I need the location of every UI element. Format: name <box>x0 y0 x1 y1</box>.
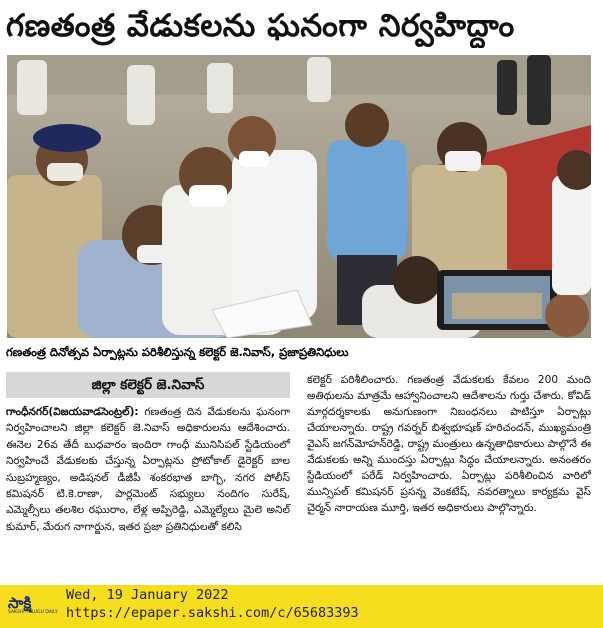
sakshi-logo-subtext: SAKSHI TELUGU DAILY <box>8 610 58 615</box>
news-photo <box>7 55 591 338</box>
article-left-column <box>6 404 290 535</box>
sakshi-logo-icon <box>6 589 42 623</box>
photo-caption: గణతంత్ర దినోత్సవ ఏర్పాట్లను పరిశీలిస్తున్న కలెక్టర్ జె.నివాస్, ప్రజాప్రతినిధులు <box>6 345 349 359</box>
article-dateline: గాంధీనగర్(విజయవాడసెంట్రల్): <box>6 406 139 418</box>
headline: గణతంత్ర వేడుకలను ఘనంగా నిర్వహిద్దాం <box>6 8 515 44</box>
article-subheading: జిల్లా కలెక్టర్ జె.నివాస్ <box>6 372 290 398</box>
sakshi-logo-glyph: సాక్షి <box>8 594 32 612</box>
sakshi-logo <box>6 589 58 623</box>
article-left-body: గణతంత్ర దిన వేడుకలను ఘనంగా నిర్వహించాలని జిల్లా కలెక్టర్ జె.నివాస్ అధికారులను ఆదేశించారు. ఈనెల 26వ తేదీ బుధవారం ఇందిరా గాంధీ మునిసిపల్ స్టేడియంలో నిర్వహించే వేడుకలకు చేస్తున్న ఏర్పాట్లను ప్రోటోకాల్ డైరెక్టర్ బాల సుబ్రహ్మణ్యం, అడిషనల్ డీజీపీ శంకరభాత బాగ్చి, నగర పోలీస్ కమిషనర్ టి.కె.రాణా, పార్లమెంట్ సభ్యులు నందిగం సురేష్, ఎమ్మెల్సీలు తలశిల రఘురాం, లేళ్ల అప్పిరెడ్డి, ఎమ్మెల్యేలు మైలె అనిల్ కుమార్, మేరుగ నాగార్జున, ఇతర ప్రజా ప్రతినిధులతో కలిసి <box>6 406 290 533</box>
footer-url[interactable] <box>66 605 359 621</box>
footer-date: Wed, 19 January 2022 <box>66 587 229 603</box>
footer-url-link[interactable]: https://epaper.sakshi.com/c/65683393 <box>66 605 359 621</box>
news-photo-illustration <box>7 55 591 338</box>
article-right-column: కలెక్టర్ పరిశీలించారు. గణతంత్ర వేడుకలకు కేవలం 200 మంది అతిథులను మాత్రమే ఆహ్వానించాలని ఆదేశాలను గుర్తు చేశారు. కోవిడ్ మార్గదర్శకాలకు అనుగుణంగా నిబంధనలు పాటిస్తూ ఏర్పాట్లు చేయాలన్నారు. రాష్ట్ర గవర్నర్ బిశ్వభూషణ్ హరిచందన్, ముఖ్యమంత్రి వైఎస్ జగన్‌మోహన్‌రెడ్డి, రాష్ట్ర మంత్రులు ఉన్నతాధికారులు పాల్గొనే ఈ వేడుకలకు అన్ని ముందస్తు ఏర్పాట్లు సిద్ధం చేయాలన్నారు. అనంతరం స్టేడియంలో పరేడ్ నిర్వహించారు. ఏర్పాట్లు పరిశీలించిన వారిలో మున్సిపల్ కమిషనర్ ప్రసన్న వెంకటేష్, నవరత్నాలు కార్యక్రమ వైస్ చైర్మన్ నారాయణ మూర్తి, ఇతర అధికారులు పాల్గొన్నారు. <box>307 374 591 514</box>
